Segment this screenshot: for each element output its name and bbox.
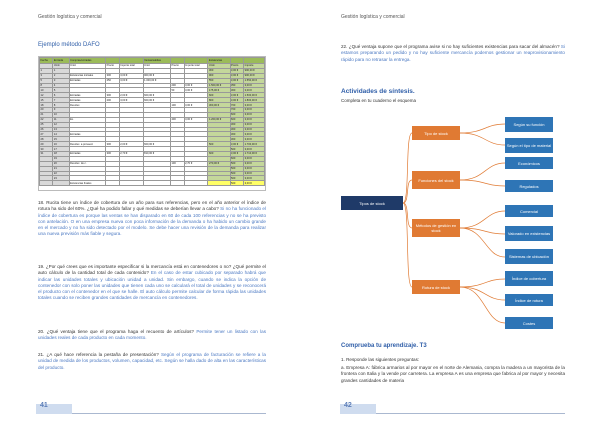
spreadsheet-cell: 600 <box>230 117 244 122</box>
spreadsheet-cell: 1 <box>53 68 69 73</box>
spreadsheet-cell: Entradas <box>69 152 106 157</box>
spreadsheet-cell: Unid. <box>208 64 230 69</box>
spreadsheet-cell: 50 <box>170 88 184 93</box>
spreadsheet-cell: 29 <box>40 142 53 147</box>
spreadsheet-cell: 30 <box>40 147 53 152</box>
spreadsheet-cell: 600,00 € <box>143 93 170 98</box>
spreadsheet-cell: 3,00 € <box>244 176 265 181</box>
right-page <box>300 0 600 424</box>
spreadsheet-cell: Entradas <box>69 132 106 137</box>
question-20-text: 20. ¿Qué ventaja tiene que el programa haga el recuento de artículos? <box>38 329 194 334</box>
footer-line <box>38 413 266 414</box>
spreadsheet-cell: 250 <box>106 78 120 83</box>
spreadsheet-cell: 2,70 € <box>119 152 143 157</box>
spreadsheet-cell: 600,00 € <box>143 98 170 103</box>
spreadsheet-cell: 14 <box>53 132 69 137</box>
spreadsheet-cell: Entradas <box>69 78 106 83</box>
spreadsheet-cell: 3,00 € <box>119 78 143 83</box>
mindmap-leaf: Según el tipo de material <box>505 138 553 153</box>
mindmap-leaf: Sistemas de ubicación <box>505 249 553 264</box>
spreadsheet-cell: 550 <box>208 78 230 83</box>
question-22 <box>341 44 565 63</box>
spreadsheet-cell: 25 <box>40 122 53 127</box>
spreadsheet-cell: 3,00 € <box>230 73 244 78</box>
spreadsheet-cell: Ex. <box>69 117 106 122</box>
spreadsheet-header-cell: Fecha <box>40 58 53 64</box>
spreadsheet-image <box>38 56 266 191</box>
check-item-a: a. Empresa A: fábrica armarios al por mayor en el norte de Alemania, compra la madera a un mayorista de la frontera con Italia y la vende por carretera. La empresa A es una empresa que fabrica al por mayor y necesita grandes cantidades de materia <box>341 365 565 383</box>
spreadsheet-cell: Devoluc. a proveed. <box>69 142 106 147</box>
mindmap-leaf: Valorado en existencias <box>505 226 553 241</box>
spreadsheet-cell: Existencias finales <box>69 181 106 186</box>
spreadsheet-cell: 3,00 € <box>244 112 265 117</box>
question-19-text: 19. ¿Por qué crees que es importante especificar si la mercancía está en contenedores o no? ¿Qué permite el auto cálculo de la cantidad total de cada contenido? <box>38 264 266 276</box>
spreadsheet-cell: 1.710,00 € <box>244 152 265 157</box>
spreadsheet-header-cell: Ventas/salidas <box>143 58 170 64</box>
spreadsheet-cell: 500 <box>230 171 244 176</box>
spreadsheet-cell: 500 <box>208 142 230 147</box>
spreadsheet-cell: 28 <box>40 137 53 142</box>
spreadsheet-cell: Unid. <box>69 64 106 69</box>
spreadsheet-cell: 26 <box>40 127 53 132</box>
spreadsheet-cell: Precio <box>170 64 184 69</box>
spreadsheet-table <box>39 57 265 186</box>
page-number: 42 <box>344 402 352 409</box>
spreadsheet-row <box>40 181 265 186</box>
spreadsheet-cell: 19 <box>53 156 69 161</box>
spreadsheet-cell: 5 <box>53 88 69 93</box>
spreadsheet-cell: 22 <box>40 117 53 122</box>
spreadsheet-cell: 17 <box>53 147 69 152</box>
spreadsheet-cell: 800 <box>208 98 230 103</box>
spreadsheet-cell: 600,00 € <box>143 142 170 147</box>
spreadsheet-cell: 300 <box>230 122 244 127</box>
spreadsheet-cell: 3,00 € <box>244 137 265 142</box>
spreadsheet-cell: 15 <box>40 98 53 103</box>
spreadsheet-cell <box>143 181 170 186</box>
spreadsheet-cell: 3,00 € <box>244 83 265 88</box>
spreadsheet-cell: 1.550,00 € <box>244 78 265 83</box>
spreadsheet-cell: 20 <box>40 108 53 113</box>
spreadsheet-cell: 810,00 € <box>143 152 170 157</box>
question-18-answer: Si no ha funcionado el índice de cobertura es porque las ventas se han disparado en 60 de cada 100 referencias y no se ha previsto con antelación. O en una empresa nueva con poca información de la demanda o ha habido un cambio grande en el mercado y no ha sido detectado por el modelo. Se debe hacer una revisión de la demanda para realizar una nueva previsión más fiable y segura. <box>38 206 266 237</box>
spreadsheet-cell: 500 <box>230 147 244 152</box>
spreadsheet-cell: 900,00 € <box>143 73 170 78</box>
spreadsheet-cell: 1 <box>40 68 53 73</box>
spreadsheet-cell: Importe <box>244 64 265 69</box>
spreadsheet-header-cell: Entrada <box>53 58 69 64</box>
spreadsheet-cell: 6 <box>53 93 69 98</box>
spreadsheet-cell: 3,00 € <box>184 83 208 88</box>
spreadsheet-cell: 8 <box>53 103 69 108</box>
page-number-box <box>36 404 72 414</box>
spreadsheet-cell: 300 <box>106 73 120 78</box>
question-19 <box>38 264 266 302</box>
spreadsheet-cell: Existencias iniciales <box>69 73 106 78</box>
spreadsheet-cell: 900 <box>208 73 230 78</box>
spreadsheet-cell: 1.700,00 € <box>244 142 265 147</box>
section-title: Ejemplo método DAFO <box>38 42 100 48</box>
synthesis-title: Actividades de síntesis. <box>341 88 415 95</box>
running-header: Gestión logística y comercial <box>38 14 102 20</box>
spreadsheet-cell: 3,00 € <box>244 156 265 161</box>
check-title: Comprueba tu aprendizaje. T3 <box>341 343 427 349</box>
spreadsheet-cell: 3,00 € <box>244 161 265 166</box>
spreadsheet-cell: 700 <box>230 103 244 108</box>
spreadsheet-cell: Importe total <box>184 64 208 69</box>
mindmap-leaf: Índice de rotura <box>505 294 553 306</box>
spreadsheet-cell <box>106 181 120 186</box>
spreadsheet-cell: 600 <box>230 112 244 117</box>
spreadsheet-header-cell: Compras/entradas <box>69 58 106 64</box>
spreadsheet-cell: 3 <box>53 78 69 83</box>
spreadsheet-cell: 300 <box>230 88 244 93</box>
spreadsheet-cell <box>208 181 230 186</box>
spreadsheet-cell: 1.000,00 € <box>143 78 170 83</box>
spreadsheet-cell: 3,00 € <box>230 78 244 83</box>
spreadsheet-cell: Precio <box>106 64 120 69</box>
spreadsheet-cell: 900,00 € <box>244 73 265 78</box>
mindmap-leaf: Índice de cobertura <box>505 271 553 286</box>
mindmap-leaf: Comercial <box>505 205 553 217</box>
spreadsheet-cell: 300 <box>230 137 244 142</box>
question-22-text: 22. ¿Qué ventaja supone que el programa avise si no hay suficientes existencias para sacar del almacén? <box>341 44 560 49</box>
spreadsheet-cell: 3,00 € <box>230 68 244 73</box>
spreadsheet-cell: 3,00 € <box>244 181 265 186</box>
page-number-box <box>340 404 376 414</box>
spreadsheet-cell: 400 <box>170 117 184 122</box>
spreadsheet-cell: 21 <box>40 112 53 117</box>
mindmap-leaf: Regulados <box>505 180 553 192</box>
spreadsheet-cell: 4 <box>53 83 69 88</box>
spreadsheet-cell: 600 <box>208 93 230 98</box>
question-18 <box>38 200 266 238</box>
spreadsheet-cell: 300 <box>106 142 120 147</box>
question-20 <box>38 329 266 342</box>
spreadsheet-cell: 3,00 € <box>244 127 265 132</box>
spreadsheet-cell: 1.500,00 € <box>208 83 230 88</box>
spreadsheet-cell <box>119 181 143 186</box>
spreadsheet-cell: 700 <box>230 108 244 113</box>
check-item-1: 1. Responde las siguientes preguntas: <box>341 357 420 362</box>
spreadsheet-cell <box>170 181 184 186</box>
spreadsheet-cell: 500 <box>230 161 244 166</box>
synthesis-subtitle: Completa en tu cuaderno el esquema <box>341 98 417 103</box>
spreadsheet-cell: Devoluc. <box>69 103 106 108</box>
spreadsheet-cell <box>184 181 208 186</box>
spreadsheet-cell: 2,70 € <box>184 161 208 166</box>
spreadsheet-cell: 1.500,00 € <box>244 93 265 98</box>
spreadsheet-cell: 2 <box>53 73 69 78</box>
spreadsheet-cell: 270,00 € <box>208 161 230 166</box>
mindmap-leaf: Económicos <box>505 157 553 169</box>
spreadsheet-cell: 3,00 € <box>230 98 244 103</box>
spreadsheet-cell: 15 <box>53 137 69 142</box>
spreadsheet-cell: 11 <box>53 117 69 122</box>
spreadsheet-cell: 600 <box>230 156 244 161</box>
spreadsheet-cell: 3,00 € <box>230 152 244 157</box>
spreadsheet-header-cell: Existencias <box>208 58 230 64</box>
spreadsheet-cell: 3,00 € <box>244 103 265 108</box>
spreadsheet-cell: 3,00 € <box>184 117 208 122</box>
spreadsheet-cell: 18 <box>53 152 69 157</box>
spreadsheet-cell: 100 <box>170 103 184 108</box>
spreadsheet-cell: 3,00 € <box>244 166 265 171</box>
spreadsheet-cell: 300,00 € <box>208 103 230 108</box>
spreadsheet-cell: Devoluc. de c. <box>69 161 106 166</box>
spreadsheet-cell: 3,00 € <box>184 88 208 93</box>
spreadsheet-cell: 22 <box>53 171 69 176</box>
spreadsheet-cell: 21 <box>53 166 69 171</box>
question-21-answer: Según el programa de facturación se refiere a la unidad de medida de los productos, volumen, capacidad, etc. Según se halla dado de alta en las características del producto. <box>38 352 266 370</box>
spreadsheet-cell: 300 <box>106 93 120 98</box>
spreadsheet-cell: 300 <box>106 152 120 157</box>
spreadsheet-cell: 18 <box>40 103 53 108</box>
question-21 <box>38 352 266 371</box>
question-18-text: 18. Rucita tiene un índice de cobertura de un año para sus referencias, pero en el año anterior el índice de rotura ha sido del 60%. ¿Qué ha podido fallar y qué medidas se deberían llevar a cabo? <box>38 200 266 212</box>
spreadsheet-cell: 3 <box>40 73 53 78</box>
mindmap-root: Tipos de stock <box>341 196 403 210</box>
page-number: 41 <box>40 402 48 409</box>
spreadsheet-cell: 10 <box>40 88 53 93</box>
spreadsheet-cell: 300 <box>230 127 244 132</box>
spreadsheet-cell: 500 <box>230 166 244 171</box>
spreadsheet-cell: 7 <box>53 98 69 103</box>
spreadsheet-cell: 27 <box>40 132 53 137</box>
spreadsheet-cell: 3,00 € <box>244 132 265 137</box>
spreadsheet-cell: 600 <box>208 152 230 157</box>
spreadsheet-cell: 1.200,00 € <box>208 117 230 122</box>
spreadsheet-cell: 3,00 € <box>244 122 265 127</box>
spreadsheet-cell: 300 <box>230 132 244 137</box>
spreadsheet-cell: Entradas <box>69 98 106 103</box>
spreadsheet-cell: Unid. <box>143 64 170 69</box>
spreadsheet-cell: 500 <box>230 176 244 181</box>
running-header: Gestión logística y comercial <box>341 14 405 20</box>
spreadsheet-cell: 20 <box>53 161 69 166</box>
question-20-answer: Permite tener un listado con las unidades reales de cada producto en cada momento. <box>38 329 266 341</box>
mindmap-mid-tipo: Tipo de stock <box>412 126 460 140</box>
spreadsheet-cell: 12 <box>53 122 69 127</box>
spreadsheet-cell <box>53 181 69 186</box>
spreadsheet-cell: 9 <box>53 108 69 113</box>
spreadsheet-cell: 3,00 € <box>244 147 265 152</box>
spreadsheet-cell: Importe total <box>119 64 143 69</box>
spreadsheet-cell: 3,00 € <box>244 117 265 122</box>
spreadsheet-cell: 5 <box>40 78 53 83</box>
spreadsheet-cell: Precio <box>230 64 244 69</box>
spreadsheet-cell: 3,00 € <box>244 108 265 113</box>
spreadsheet-cell: 2,00 € <box>119 93 143 98</box>
mindmap-leaf: Según su función <box>505 117 553 132</box>
spreadsheet-cell: Unid. <box>53 64 69 69</box>
spreadsheet-cell: 3,00 € <box>230 93 244 98</box>
spreadsheet-cell: 13 <box>53 127 69 132</box>
mindmap-mid-rotura: Rotura de stock <box>412 280 460 294</box>
spreadsheet-cell: 31 <box>40 152 53 157</box>
spreadsheet-cell: 23 <box>53 176 69 181</box>
spreadsheet-cell: 2,00 € <box>119 142 143 147</box>
spreadsheet-cell: 3,00 € <box>119 73 143 78</box>
spreadsheet-cell: 500 <box>230 181 244 186</box>
spreadsheet-cell: 3,00 € <box>184 103 208 108</box>
mindmap-mid-funciones: Funciones del stock <box>412 171 460 189</box>
spreadsheet-cell: 300 <box>208 68 230 73</box>
mindmap-mid-metodos: Métodos de gestión en stock <box>412 219 460 237</box>
spreadsheet-cell: 12 <box>40 93 53 98</box>
spreadsheet-cell: 200 <box>106 98 120 103</box>
spreadsheet-cell: 900,00 € <box>244 68 265 73</box>
spreadsheet-cell: 3,00 € <box>244 171 265 176</box>
spreadsheet-cell: 16 <box>53 142 69 147</box>
spreadsheet-cell: 3,00 € <box>119 98 143 103</box>
question-19-answer: En el caso de estar cubicado por separado habrá que indicar las unidades totales y ubicación unidad a unidad. Sin embargo, cuando se indica la opción de contenedor con solo poner las unidades que tienen cada uno se calculará el total de unidades y se reconocerá el producto con el contenedor en el que se halle. El auto cálculo permite calcular de forma rápida las unidades totales cuando se reciben grandes cantidades de mercancía en contenedores. <box>38 270 266 301</box>
question-22-answer: Si estamos preparando un pedido y no hay suficiente mercancía podemos gestionar un reaprovisionamiento rápido para no retrasar la entrega. <box>341 44 565 62</box>
question-21-text: 21. ¿A qué hace referencia la pestaña de presentación? <box>38 352 159 357</box>
spreadsheet-cell: 3,00 € <box>244 88 265 93</box>
mindmap-leaf: Costes <box>505 317 553 329</box>
spreadsheet-cell <box>40 181 53 186</box>
spreadsheet-cell: 350 <box>230 83 244 88</box>
spreadsheet-cell: 8 <box>40 83 53 88</box>
spreadsheet-cell: 10 <box>53 112 69 117</box>
spreadsheet-cell: 1.800,00 € <box>244 98 265 103</box>
spreadsheet-cell: 100 <box>170 161 184 166</box>
spreadsheet-cell: 175,00 € <box>208 88 230 93</box>
spreadsheet-cell: 3,00 € <box>230 142 244 147</box>
spreadsheet-cell: Entradas <box>69 93 106 98</box>
spreadsheet-cell: 200 <box>170 83 184 88</box>
